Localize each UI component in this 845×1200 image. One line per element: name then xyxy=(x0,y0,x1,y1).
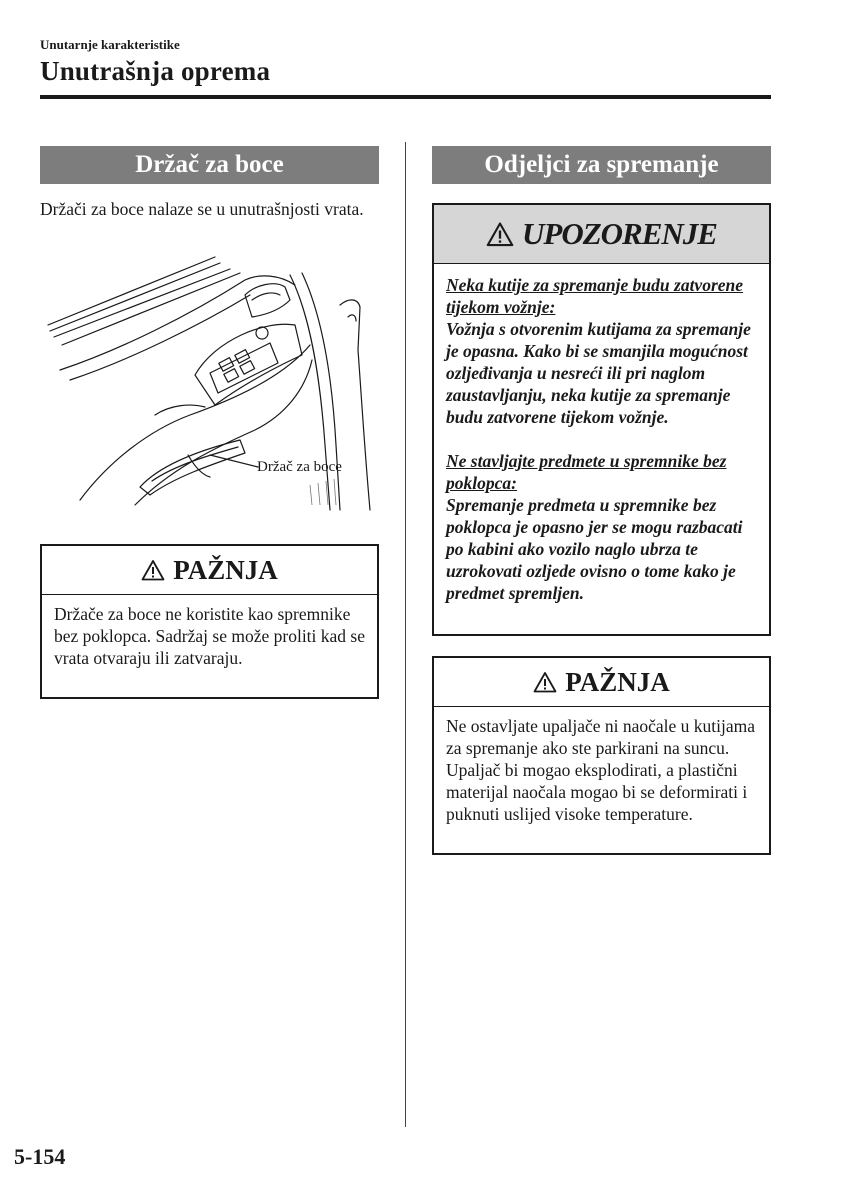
left-section-heading: Držač za boce xyxy=(40,146,379,184)
warning-triangle-icon xyxy=(486,221,514,247)
warning-label: UPOZORENJE xyxy=(522,216,717,251)
bottle-holder-callout: Držač za boce xyxy=(257,459,342,475)
warning-p1-text: Vožnja s otvorenim kutijama za spremanje je opasna. Kako bi se smanjila mogućnost ozljeđivanja u nesreći ili pri naglom zaustavljanju, neka kutije za spremanje budu zatvorene tijekom vožnje. xyxy=(446,319,751,427)
left-caution-label: PAŽNJA xyxy=(173,554,278,585)
right-caution-label: PAŽNJA xyxy=(565,666,670,697)
left-caution-box xyxy=(40,544,379,699)
right-section-heading: Odjeljci za spremanje xyxy=(432,146,771,184)
warning-triangle-icon xyxy=(141,559,165,581)
left-caution-header xyxy=(42,546,377,595)
right-caution-text: Ne ostavljate upaljače ni naočale u kutijama za spremanje ako ste parkirani na suncu. Upaljač bi mogao eksplodirati, a plastični materijal naočala mogao bi se deformirati i puknuti uslijed visoke temperature. xyxy=(446,716,756,824)
warning-p2-title: Ne stavljajte predmete u spremnike bez poklopca: xyxy=(446,451,727,493)
warning-p2-text: Spremanje predmeta u spremnike bez poklopca je opasno jer se mogu razbacati po kabini ako vozilo naglo ubrza te uzrokovati ozljede ovisno o tome kako je predmet spremljen. xyxy=(446,495,743,603)
door-bottle-holder-illustration xyxy=(40,255,380,515)
right-caution-box xyxy=(432,656,771,855)
warning-triangle-icon xyxy=(533,671,557,693)
title-rule xyxy=(40,95,771,99)
page-title: Unutrašnja oprema xyxy=(40,56,271,86)
section-label: Unutarnje karakteristike xyxy=(40,37,180,52)
column-divider xyxy=(405,142,406,1127)
left-caution-text: Držače za boce ne koristite kao spremnike bez poklopca. Sadržaj se može proliti kad se vrata otvaraju ili zatvaraju. xyxy=(54,604,366,668)
right-caution-header xyxy=(434,658,769,707)
page-number: 5-154 xyxy=(14,1144,66,1169)
warning-box xyxy=(432,203,771,636)
warning-p1-title: Neka kutije za spremanje budu zatvorene tijekom vožnje: xyxy=(446,275,744,317)
left-intro-text: Držači za boce nalaze se u unutrašnjosti vrata. xyxy=(40,199,364,219)
warning-header xyxy=(434,205,769,264)
warning-body xyxy=(434,264,769,614)
